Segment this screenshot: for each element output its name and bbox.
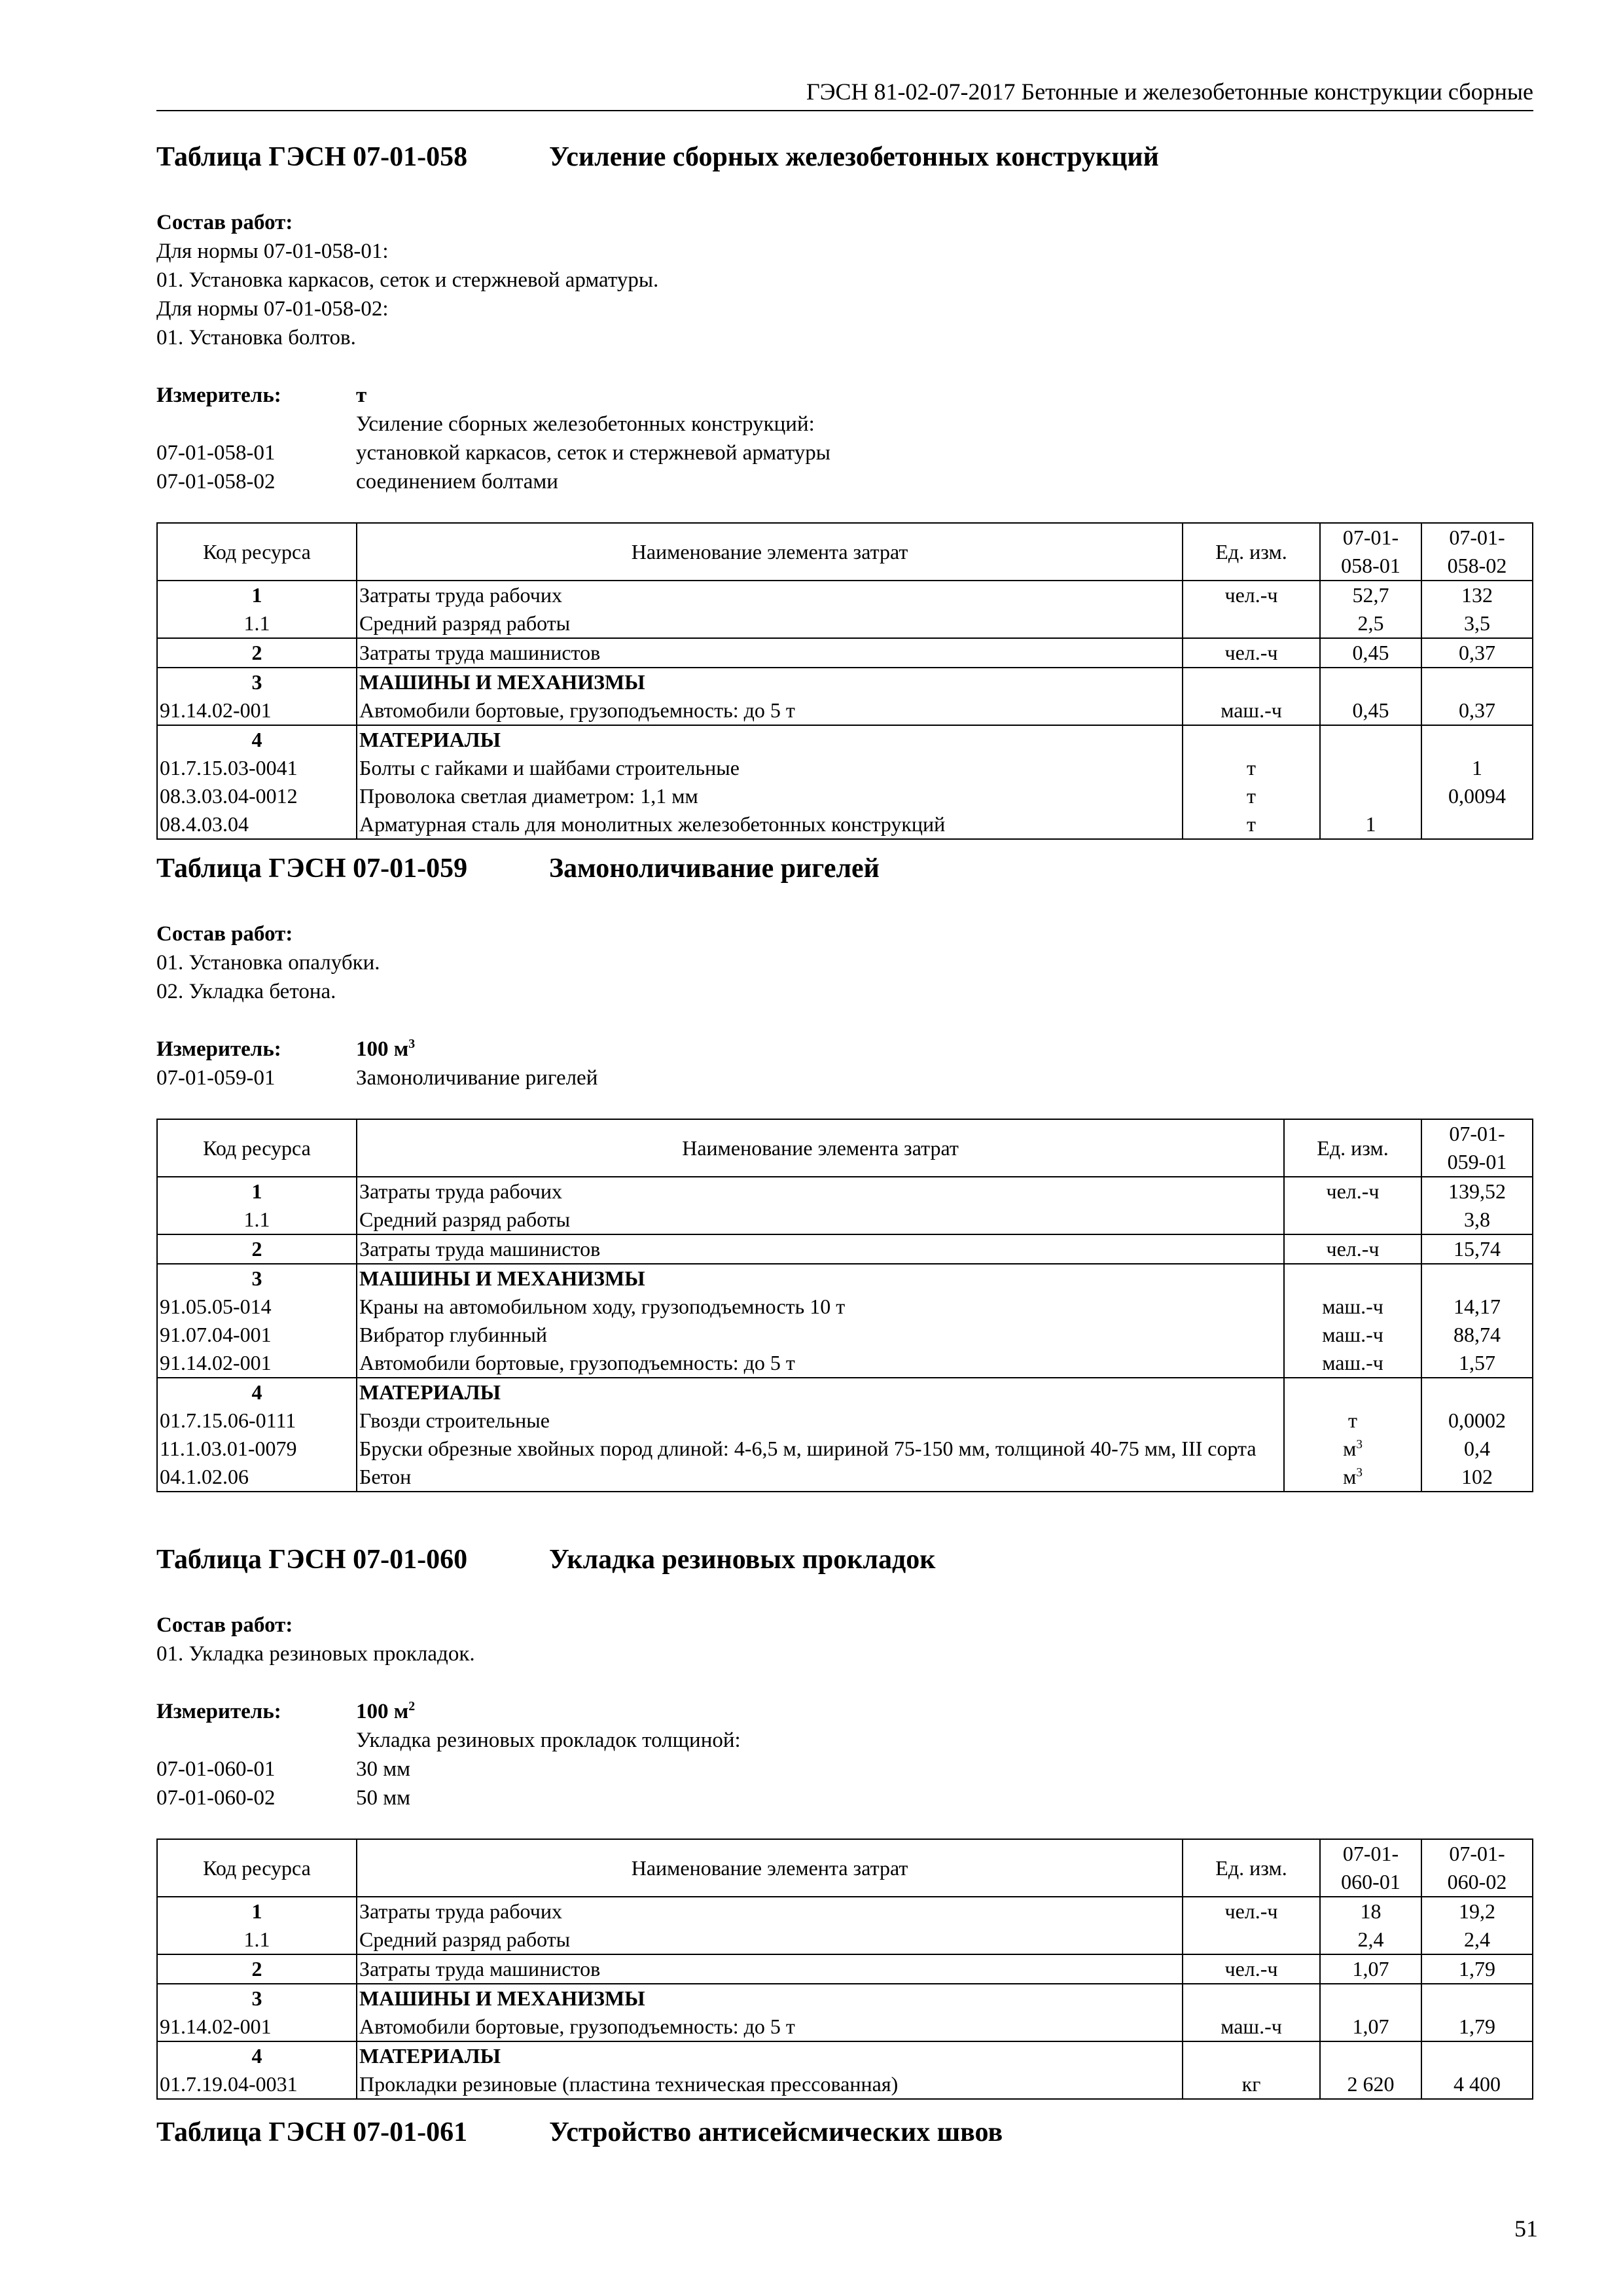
composition-label: Состав работ: xyxy=(156,211,293,234)
cell-name: Гвозди строительные xyxy=(357,1407,1284,1435)
section-07-01-059 xyxy=(156,849,1533,1492)
cell-name: Болты с гайками и шайбами строительные xyxy=(357,754,1183,782)
header-code: Код ресурса xyxy=(157,523,357,581)
cell-code: 91.14.02-001 xyxy=(157,1349,357,1378)
cell-code: 91.05.05-014 xyxy=(157,1293,357,1321)
section-title xyxy=(156,1540,1533,1579)
cell-code: 3 xyxy=(157,1984,357,2013)
header-norm-2 xyxy=(1421,1839,1533,1897)
cell-unit: т xyxy=(1284,1407,1421,1435)
measure-value-text: 100 м xyxy=(356,1037,409,1061)
measure-description: Усиление сборных железобетонных конструкций: xyxy=(356,412,815,436)
table-row xyxy=(157,1264,1533,1293)
cell-value: 15,74 xyxy=(1421,1234,1533,1264)
cell-value: 2,5 xyxy=(1320,609,1421,638)
cell-name: Затраты труда рабочих xyxy=(357,1177,1284,1206)
cell-value: 102 xyxy=(1421,1463,1533,1492)
cell-value: 1,79 xyxy=(1421,1954,1533,1984)
measure-value: т xyxy=(356,384,367,407)
cell-value: 1,79 xyxy=(1421,2013,1533,2041)
measure-value-exponent: 3 xyxy=(408,1037,416,1051)
table-code: Таблица ГЭСН 07-01-060 xyxy=(156,1545,468,1575)
norm-text: 30 мм xyxy=(356,1757,411,1781)
measure-value xyxy=(356,1035,415,1064)
cell-name: Затраты труда рабочих xyxy=(357,581,1183,609)
table-row xyxy=(157,609,1533,638)
cell-value: 1,57 xyxy=(1421,1349,1533,1378)
table-title: Замоноличивание ригелей xyxy=(549,853,880,884)
cell-name: Вибратор глубинный xyxy=(357,1321,1284,1349)
cell-value: 14,17 xyxy=(1421,1293,1533,1321)
cell-value xyxy=(1421,1378,1533,1407)
cell-value: 19,2 xyxy=(1421,1897,1533,1926)
cell-unit: т xyxy=(1183,754,1320,782)
cell-unit: чел.-ч xyxy=(1183,1897,1320,1926)
cell-value: 0,45 xyxy=(1320,696,1421,725)
cell-unit-exponent: 3 xyxy=(1356,1437,1363,1452)
cell-name: Средний разряд работы xyxy=(357,1926,1183,1954)
page-number: 51 xyxy=(1514,2215,1538,2242)
header-norm-1-b: 058-01 xyxy=(1341,554,1400,577)
cell-unit: маш.-ч xyxy=(1284,1293,1421,1321)
cell-code: 91.07.04-001 xyxy=(157,1321,357,1349)
cell-name: Автомобили бортовые, грузоподъемность: до 5 т xyxy=(357,696,1183,725)
cell-value: 88,74 xyxy=(1421,1321,1533,1349)
cell-unit: чел.-ч xyxy=(1284,1234,1421,1264)
cell-code: 91.14.02-001 xyxy=(157,696,357,725)
measure-value-exponent: 2 xyxy=(408,1699,416,1713)
cell-code: 1 xyxy=(157,1897,357,1926)
header-norm-1-a: 07-01- xyxy=(1342,1842,1399,1865)
section-title xyxy=(156,849,1533,888)
cell-value xyxy=(1421,810,1533,839)
cell-code: 11.1.03.01-0079 xyxy=(157,1435,357,1463)
cell-unit xyxy=(1183,668,1320,696)
cell-value: 0,45 xyxy=(1320,638,1421,668)
cell-value: 2,4 xyxy=(1320,1926,1421,1954)
table-row xyxy=(157,1897,1533,1926)
cell-value: 1 xyxy=(1320,810,1421,839)
cell-value xyxy=(1421,1264,1533,1293)
header-name: Наименование элемента затрат xyxy=(357,1839,1183,1897)
measure-desc-row xyxy=(156,410,1533,439)
cell-value: 1,07 xyxy=(1320,1954,1421,1984)
table-row xyxy=(157,1984,1533,2013)
cell-unit xyxy=(1284,1206,1421,1234)
header-unit: Ед. изм. xyxy=(1183,1839,1320,1897)
cell-unit: чел.-ч xyxy=(1183,581,1320,609)
header-norm-1-b: 059-01 xyxy=(1447,1150,1507,1174)
cell-code: 4 xyxy=(157,725,357,754)
cell-unit xyxy=(1183,609,1320,638)
header-unit: Ед. изм. xyxy=(1284,1119,1421,1177)
cell-name: Средний разряд работы xyxy=(357,609,1183,638)
cell-unit: чел.-ч xyxy=(1183,1954,1320,1984)
cell-name: Прокладки резиновые (пластина техническая прессованная) xyxy=(357,2070,1183,2099)
header-norm-2-a: 07-01- xyxy=(1449,1842,1505,1865)
table-row xyxy=(157,754,1533,782)
header-code: Код ресурса xyxy=(157,1119,357,1177)
work-item: 01. Укладка резиновых прокладок. xyxy=(156,1642,475,1666)
cell-name: Затраты труда рабочих xyxy=(357,1897,1183,1926)
cell-value xyxy=(1320,2041,1421,2070)
cell-name: Автомобили бортовые, грузоподъемность: до 5 т xyxy=(357,1349,1284,1378)
header-norm-1 xyxy=(1320,1839,1421,1897)
cell-unit: маш.-ч xyxy=(1284,1349,1421,1378)
cell-value xyxy=(1421,2041,1533,2070)
cell-value: 0,0094 xyxy=(1421,782,1533,810)
section-07-01-058 xyxy=(156,137,1533,840)
table-row xyxy=(157,2070,1533,2099)
cell-name: МАШИНЫ И МЕХАНИЗМЫ xyxy=(357,1984,1183,2013)
header-norm-2-a: 07-01- xyxy=(1449,526,1505,549)
measure-row xyxy=(156,1035,1533,1064)
cell-value: 0,37 xyxy=(1421,696,1533,725)
cell-value: 139,52 xyxy=(1421,1177,1533,1206)
cell-value: 2 620 xyxy=(1320,2070,1421,2099)
cell-name: Бруски обрезные хвойных пород длиной: 4-6,5 м, шириной 75-150 мм, толщиной 40-75 мм, III сорта xyxy=(357,1435,1284,1463)
section-title xyxy=(156,137,1533,177)
header-norm-2-b: 060-02 xyxy=(1447,1870,1507,1893)
cell-unit: чел.-ч xyxy=(1284,1177,1421,1206)
cell-code: 4 xyxy=(157,1378,357,1407)
cell-name: МАШИНЫ И МЕХАНИЗМЫ xyxy=(357,668,1183,696)
cell-value xyxy=(1320,668,1421,696)
cell-value xyxy=(1320,754,1421,782)
work-item: 02. Укладка бетона. xyxy=(156,980,336,1003)
cell-name: Проволока светлая диаметром: 1,1 мм xyxy=(357,782,1183,810)
table-row xyxy=(157,1177,1533,1206)
cell-name: Арматурная сталь для монолитных железобетонных конструкций xyxy=(357,810,1183,839)
norm-code: 07-01-058-01 xyxy=(156,441,276,465)
table-row xyxy=(157,668,1533,696)
table-header-row xyxy=(157,1119,1533,1177)
cell-code: 91.14.02-001 xyxy=(157,2013,357,2041)
cell-value: 3,8 xyxy=(1421,1206,1533,1234)
cell-value: 3,5 xyxy=(1421,609,1533,638)
cell-value xyxy=(1320,725,1421,754)
norm-code: 07-01-060-01 xyxy=(156,1757,276,1781)
norm-text: 50 мм xyxy=(356,1786,411,1810)
work-item: 01. Установка опалубки. xyxy=(156,951,380,975)
table-row xyxy=(157,1954,1533,1984)
cell-unit xyxy=(1284,1264,1421,1293)
cell-code: 1.1 xyxy=(157,1926,357,1954)
table-row xyxy=(157,581,1533,609)
work-item: 01. Установка болтов. xyxy=(156,326,356,350)
table-row xyxy=(157,2013,1533,2041)
cell-code: 1 xyxy=(157,1177,357,1206)
cell-code: 3 xyxy=(157,1264,357,1293)
cell-name: Бетон xyxy=(357,1463,1284,1492)
cell-unit: маш.-ч xyxy=(1183,696,1320,725)
resource-table xyxy=(156,522,1533,840)
header-unit: Ед. изм. xyxy=(1183,523,1320,581)
cell-code: 01.7.19.04-0031 xyxy=(157,2070,357,2099)
cell-value: 1 xyxy=(1421,754,1533,782)
cell-code: 2 xyxy=(157,638,357,668)
cell-unit-exponent: 3 xyxy=(1356,1465,1363,1480)
table-header-row xyxy=(157,1839,1533,1897)
norm-code: 07-01-060-02 xyxy=(156,1786,276,1810)
work-item: 01. Установка каркасов, сеток и стержневой арматуры. xyxy=(156,268,659,292)
cell-code: 2 xyxy=(157,1234,357,1264)
table-row xyxy=(157,1435,1533,1463)
norm-text: соединением болтами xyxy=(356,470,558,493)
cell-unit-text: м xyxy=(1343,1465,1357,1488)
cell-code: 01.7.15.06-0111 xyxy=(157,1407,357,1435)
cell-name: Автомобили бортовые, грузоподъемность: до 5 т xyxy=(357,2013,1183,2041)
cell-name: Затраты труда машинистов xyxy=(357,1954,1183,1984)
cell-unit xyxy=(1284,1435,1421,1463)
table-row xyxy=(157,1407,1533,1435)
norm-code: 07-01-058-02 xyxy=(156,470,276,493)
resource-table xyxy=(156,1119,1533,1492)
cell-value: 0,37 xyxy=(1421,638,1533,668)
cell-unit xyxy=(1183,1984,1320,2013)
cell-name: МАТЕРИАЛЫ xyxy=(357,725,1183,754)
cell-unit: кг xyxy=(1183,2070,1320,2099)
cell-name: МАТЕРИАЛЫ xyxy=(357,1378,1284,1407)
section-07-01-060 xyxy=(156,1540,1533,2100)
measure-label: Измеритель: xyxy=(156,384,281,407)
measure-description: Укладка резиновых прокладок толщиной: xyxy=(356,1729,741,1752)
header-norm-1-a: 07-01- xyxy=(1342,526,1399,549)
cell-value: 132 xyxy=(1421,581,1533,609)
measure-desc-row xyxy=(156,1726,1533,1755)
cell-code: 3 xyxy=(157,668,357,696)
table-row xyxy=(157,1234,1533,1264)
measure-label: Измеритель: xyxy=(156,1700,281,1723)
cell-value: 4 400 xyxy=(1421,2070,1533,2099)
cell-value: 0,4 xyxy=(1421,1435,1533,1463)
composition-label: Состав работ: xyxy=(156,1613,293,1637)
norm-row xyxy=(156,467,1533,496)
cell-code: 2 xyxy=(157,1954,357,1984)
measure-label: Измеритель: xyxy=(156,1037,281,1061)
table-row xyxy=(157,638,1533,668)
table-row xyxy=(157,1378,1533,1407)
cell-value: 2,4 xyxy=(1421,1926,1533,1954)
cell-unit-text: м xyxy=(1343,1437,1357,1460)
cell-value: 52,7 xyxy=(1320,581,1421,609)
cell-value xyxy=(1421,725,1533,754)
norm-text: Замоноличивание ригелей xyxy=(356,1066,598,1090)
cell-name: МАТЕРИАЛЫ xyxy=(357,2041,1183,2070)
norm-row xyxy=(156,439,1533,467)
header-name: Наименование элемента затрат xyxy=(357,523,1183,581)
header-code: Код ресурса xyxy=(157,1839,357,1897)
norm-row xyxy=(156,1784,1533,1812)
cell-value: 1,07 xyxy=(1320,2013,1421,2041)
table-row xyxy=(157,1293,1533,1321)
table-row xyxy=(157,1463,1533,1492)
norm-row xyxy=(156,1755,1533,1784)
resource-table xyxy=(156,1839,1533,2100)
header-norm-1 xyxy=(1320,523,1421,581)
cell-code: 08.3.03.04-0012 xyxy=(157,782,357,810)
table-code: Таблица ГЭСН 07-01-058 xyxy=(156,142,468,172)
cell-unit: маш.-ч xyxy=(1183,2013,1320,2041)
cell-name: Краны на автомобильном ходу, грузоподъемность 10 т xyxy=(357,1293,1284,1321)
cell-name: Затраты труда машинистов xyxy=(357,638,1183,668)
cell-value xyxy=(1421,1984,1533,2013)
cell-unit xyxy=(1183,725,1320,754)
table-row xyxy=(157,1349,1533,1378)
table-row xyxy=(157,725,1533,754)
header-norm-2-b: 058-02 xyxy=(1447,554,1507,577)
table-title: Укладка резиновых прокладок xyxy=(549,1545,936,1575)
cell-unit: т xyxy=(1183,810,1320,839)
norm-text: установкой каркасов, сеток и стержневой арматуры xyxy=(356,441,830,465)
table-code: Таблица ГЭСН 07-01-059 xyxy=(156,853,468,884)
table-row xyxy=(157,810,1533,839)
cell-code: 08.4.03.04 xyxy=(157,810,357,839)
work-item: Для нормы 07-01-058-01: xyxy=(156,240,389,263)
table-title: Усиление сборных железобетонных конструкций xyxy=(549,142,1159,172)
cell-name: МАШИНЫ И МЕХАНИЗМЫ xyxy=(357,1264,1284,1293)
cell-unit: т xyxy=(1183,782,1320,810)
header-norm-1-b: 060-01 xyxy=(1341,1870,1400,1893)
cell-value xyxy=(1421,668,1533,696)
table-row xyxy=(157,1926,1533,1954)
header-name: Наименование элемента затрат xyxy=(357,1119,1284,1177)
cell-value xyxy=(1320,1984,1421,2013)
cell-code: 01.7.15.03-0041 xyxy=(157,754,357,782)
cell-name: Средний разряд работы xyxy=(357,1206,1284,1234)
cell-unit xyxy=(1284,1463,1421,1492)
cell-value: 18 xyxy=(1320,1897,1421,1926)
measure-row xyxy=(156,1697,1533,1726)
cell-unit xyxy=(1183,2041,1320,2070)
cell-code: 1.1 xyxy=(157,1206,357,1234)
table-row xyxy=(157,782,1533,810)
table-row xyxy=(157,2041,1533,2070)
header-norm-2 xyxy=(1421,523,1533,581)
section-07-01-061 xyxy=(156,2113,1533,2152)
section-title xyxy=(156,2113,1533,2152)
table-code: Таблица ГЭСН 07-01-061 xyxy=(156,2117,468,2147)
measure-value-text: 100 м xyxy=(356,1700,409,1723)
norm-row xyxy=(156,1064,1533,1092)
cell-unit xyxy=(1284,1378,1421,1407)
table-row xyxy=(157,1206,1533,1234)
table-header-row xyxy=(157,523,1533,581)
norm-code: 07-01-059-01 xyxy=(156,1066,276,1090)
cell-code: 4 xyxy=(157,2041,357,2070)
cell-unit xyxy=(1183,1926,1320,1954)
cell-value: 0,0002 xyxy=(1421,1407,1533,1435)
measure-value xyxy=(356,1697,415,1726)
header-norm-1 xyxy=(1421,1119,1533,1177)
cell-code: 1.1 xyxy=(157,609,357,638)
composition-label: Состав работ: xyxy=(156,922,293,946)
work-item: Для нормы 07-01-058-02: xyxy=(156,297,389,321)
cell-value xyxy=(1320,782,1421,810)
table-row xyxy=(157,696,1533,725)
header-norm-1-a: 07-01- xyxy=(1449,1122,1505,1145)
cell-unit: маш.-ч xyxy=(1284,1321,1421,1349)
running-header: ГЭСН 81-02-07-2017 Бетонные и железобетонные конструкции сборные xyxy=(156,74,1533,111)
cell-code: 04.1.02.06 xyxy=(157,1463,357,1492)
cell-code: 1 xyxy=(157,581,357,609)
measure-row xyxy=(156,381,1533,410)
cell-unit: чел.-ч xyxy=(1183,638,1320,668)
cell-name: Затраты труда машинистов xyxy=(357,1234,1284,1264)
table-row xyxy=(157,1321,1533,1349)
table-title: Устройство антисейсмических швов xyxy=(549,2117,1003,2147)
